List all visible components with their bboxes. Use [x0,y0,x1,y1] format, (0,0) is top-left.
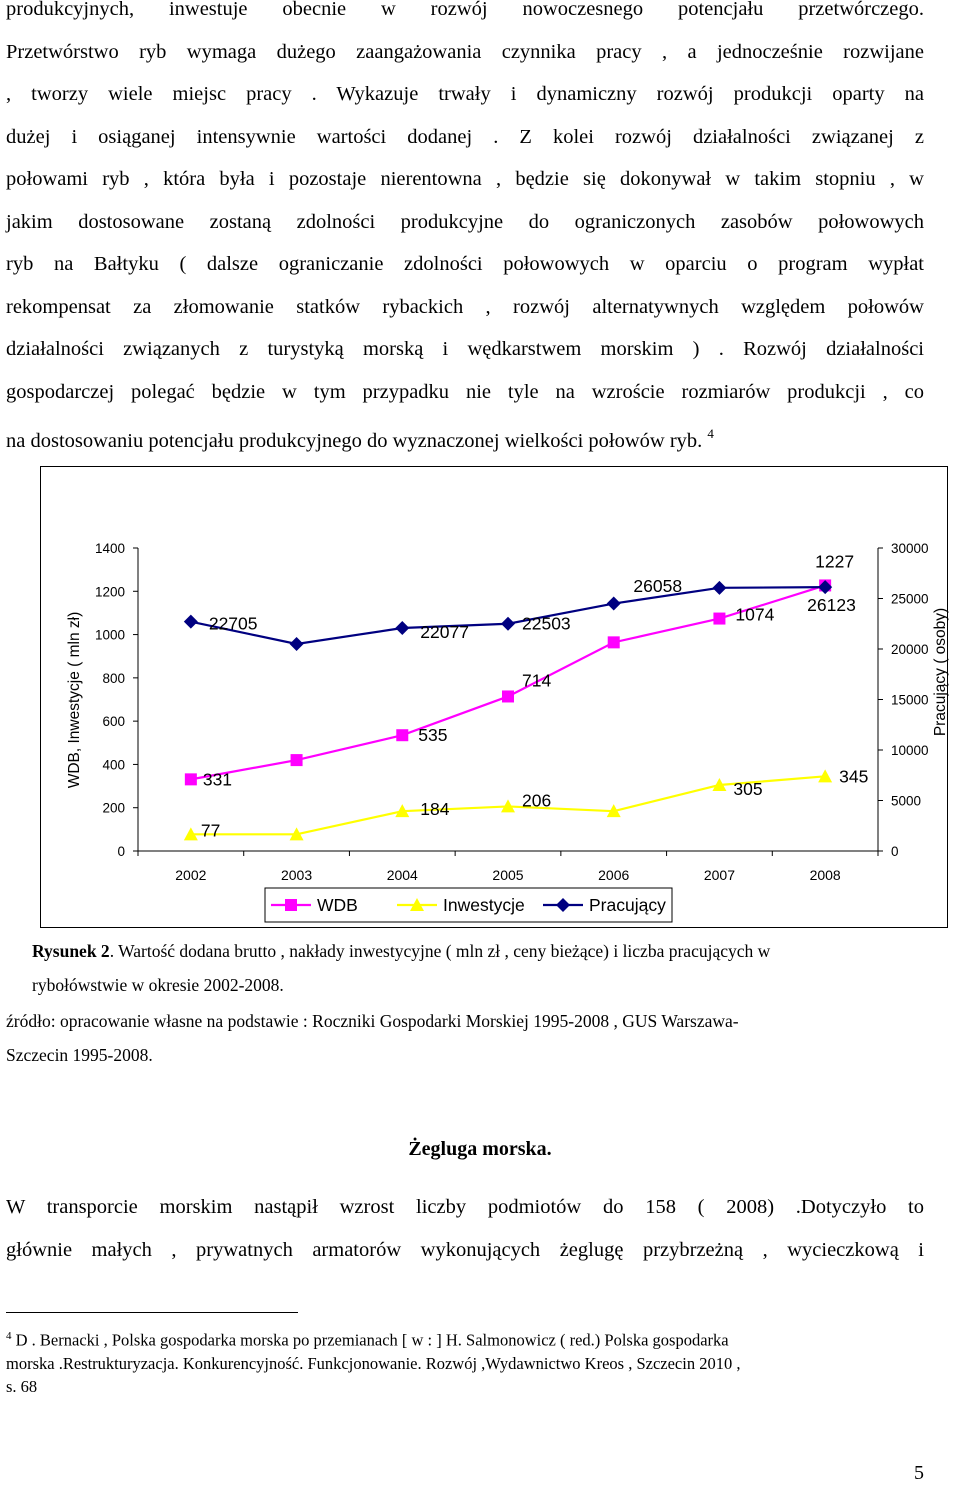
data-label: 26058 [633,575,683,596]
intro-line: połowami ryb , która była i pozostaje nierentowna , będzie się dokonywał w takim stopniu , w [6,168,924,190]
intro-line: gospodarczej polegać będzie w tym przypadku nie tyle na wzroście rozmiarów produkcji , co [6,380,924,403]
figure-source-line2: Szczecin 1995-2008. [6,1045,153,1065]
left-axis-tick-label: 200 [102,800,125,816]
intro-line: , tworzy wiele miejsc pracy . Wykazuje trwały i dynamiczny rozwój produkcji oparty na [6,83,924,105]
left-axis-tick-label: 600 [102,714,125,730]
figure-label: Rysunek 2 [32,941,110,961]
data-label: 22705 [208,613,258,634]
data-point-wdb [291,754,303,766]
left-axis-tick-label: 1400 [94,541,125,556]
data-point-wdb [185,773,197,785]
intro-line: produkcyjnych, inwestuje obecnie w rozwój nowoczesnego potencjału przetwórczego. [6,0,924,20]
data-label: 535 [418,725,448,746]
right-axis-tick-label: 15000 [891,692,929,708]
data-point-wdb [502,690,514,702]
left-axis-title: WDB, Inwestycje ( mln zł) [66,611,83,789]
left-axis-tick-label: 800 [102,670,125,686]
footnote-text: D . Bernacki , Polska gospodarka morska po przemianach [ w : ] H. Salmonowicz ( red.) Polska gospodarka [11,1330,729,1350]
right-axis-tick-label: 5000 [891,793,922,809]
chart-frame [40,466,948,928]
x-axis-tick-label: 2004 [386,867,418,883]
data-point-pracujący [395,621,409,635]
data-label: 1227 [815,551,855,572]
x-axis-tick-label: 2003 [280,867,313,883]
data-label: 305 [733,778,763,799]
section-heading: Żegluga morska. [408,1138,552,1160]
chart-legend [265,888,672,922]
data-point-wdb [608,636,620,648]
series-line-wdb [191,585,825,779]
legend-label: Inwestycje [443,895,525,915]
intro-line: działalności związanych z turystyką morską i wędkarstwem morskim ) . Rozwój działalności [6,338,924,360]
data-label: 345 [839,766,869,787]
figure-caption [32,934,770,968]
chart-data-labels [201,551,868,840]
left-axis-tick-label: 0 [117,844,125,859]
data-label: 22077 [420,622,469,643]
data-label: 1074 [735,604,775,625]
x-axis-tick-label: 2006 [598,867,630,883]
footnote-divider [6,1312,298,1313]
right-axis-tick-label: 10000 [891,743,929,758]
data-point-pracujący [712,581,726,595]
footnote-line2: morska .Restrukturyzacja. Konkurencyjność. Funkcjonowanie. Rozwój ,Wydawnictwo Kreos , Szczecin 2010 , [6,1353,741,1373]
left-axis-tick-label: 1200 [94,584,125,600]
data-point-wdb [713,613,725,625]
right-axis-title: Pracujący ( osoby) [932,607,949,737]
chart [41,467,949,926]
chart-axes [66,541,949,883]
data-label: 714 [522,670,552,691]
figure-source: źródło: opracowanie własne na podstawie : Roczniki Gospodarki Morskiej 1995-2008 , GUS Warszawa- [6,1011,739,1031]
data-label: 26123 [807,595,856,616]
intro-line: ryb na Bałtyku ( dalsze ograniczanie zdolności połowowych w oparciu o program wypłat [6,253,924,275]
right-axis-tick-label: 30000 [891,541,929,556]
data-label: 22503 [522,613,571,634]
x-axis-tick-label: 2002 [175,867,207,883]
right-axis-tick-label: 0 [891,844,899,859]
data-point-wdb [396,729,408,741]
intro-line: rekompensat za złomowanie statków rybackich , rozwój alternatywnych względem połowów [6,295,924,318]
footnote [6,1325,926,1398]
intro-line: na dostosowaniu potencjału produkcyjnego do wyznaczonej wielkości połowów ryb. [6,430,703,452]
data-label: 77 [200,820,221,841]
x-axis-tick-label: 2005 [492,867,524,883]
x-axis-tick-label: 2007 [703,867,736,883]
legend-swatch-marker [285,899,297,911]
figure-caption-text: . Wartość dodana brutto , nakłady inwestycyjne ( mln zł , ceny bieżące) i liczba pracujących w [109,941,771,961]
body-paragraph [6,1186,924,1271]
footnote-reference[interactable]: 4 [707,426,714,441]
footnote-marker: 4 [6,1330,12,1342]
intro-paragraph [6,0,924,456]
page-number: 5 [914,1462,924,1484]
x-axis-tick-label: 2008 [809,867,841,883]
figure-caption-line2: rybołówstwie w okresie 2002-2008. [32,975,284,995]
data-label: 331 [202,769,233,790]
footnote-line3: s. 68 [6,1376,38,1396]
intro-line-last [6,413,924,456]
intro-line: dużej i osiąganej intensywnie wartości dodanej . Z kolei rozwój działalności związanej z [6,125,924,148]
intro-line: Przetwórstwo ryb wymaga dużego zaangażowania czynnika pracy , a jednocześnie rozwijane [6,40,924,63]
data-point-pracujący [290,637,304,651]
intro-line: jakim dostosowane zostaną zdolności produkcyjne do ograniczonych zasobów połowowych [6,210,924,233]
data-label: 184 [420,799,450,820]
left-axis-tick-label: 1000 [94,627,125,643]
data-label: 206 [522,790,552,811]
data-point-pracujący [184,615,198,629]
legend-label: Pracujący [589,895,666,915]
legend-label: WDB [317,895,358,915]
body-line: głównie małych , prywatnych armatorów wykonujących żeglugę przybrzeżną , wycieczkową i [6,1238,924,1261]
data-point-pracujący [607,597,621,611]
right-axis-tick-label: 25000 [891,591,929,607]
footnote-line1 [6,1325,926,1352]
left-axis-tick-label: 400 [102,757,125,773]
right-axis-tick-label: 20000 [891,642,929,657]
body-line: W transporcie morskim nastąpił wzrost liczby podmiotów do 158 ( 2008) .Dotyczyło to [6,1196,924,1218]
data-point-pracujący [501,617,515,631]
